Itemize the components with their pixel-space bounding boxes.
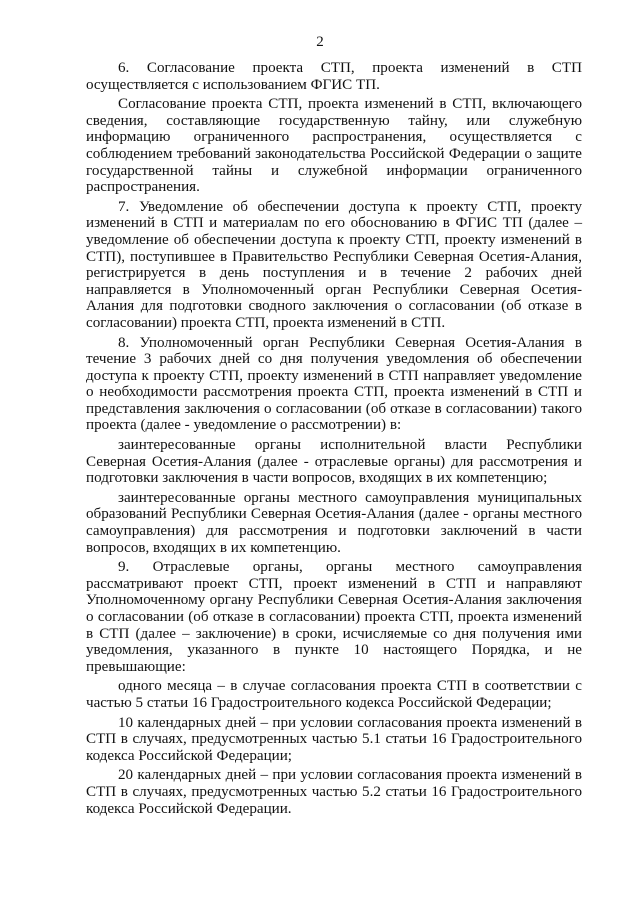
paragraph-9: 9. Отраслевые органы, органы местного самоуправления рассматривают проект СТП, проект изменений в СТП и направляют Уполномоченному органу Республики Северная Осетия-Алания заключения о согласовании (об отказе в согласовании) проекта СТП, проекта изменений в СТП (далее – заключение) в сроки, исчисляемые со дня получения ими уведомления, указанного в пункте 10 настоящего Порядка, и не превышающие: [86, 559, 582, 675]
paragraph-8: 8. Уполномоченный орган Республики Северная Осетия-Алания в течение 3 рабочих дней со дня получения уведомления об обеспечении доступа к проекту СТП, проекту изменений в СТП направляет уведомление о необходимости рассмотрения проекта СТП, проекта изменений в СТП и представления заключения о согласовании (об отказе в согласовании) такого проекта (далее - уведомление о рассмотрении) в: [86, 334, 582, 434]
paragraph-9-10-days: 10 календарных дней – при условии согласования проекта изменений в СТП в случаях, предусмотренных частью 5.1 статьи 16 Градостроительного кодекса Российской Федерации; [86, 714, 582, 764]
paragraph-9-20-days: 20 календарных дней – при условии согласования проекта изменений в СТП в случаях, предусмотренных частью 5.2 статьи 16 Градостроительного кодекса Российской Федерации. [86, 767, 582, 817]
paragraph-8-executive-bodies: заинтересованные органы исполнительной власти Республики Северная Осетия-Алания (далее - отраслевые органы) для рассмотрения и подготовки заключения в части вопросов, входящих в их компетенцию; [86, 437, 582, 487]
document-body [86, 60, 582, 820]
paragraph-9-one-month: одного месяца – в случае согласования проекта СТП в соответствии с частью 5 статьи 16 Градостроительного кодекса Российской Федерации; [86, 678, 582, 711]
paragraph-7: 7. Уведомление об обеспечении доступа к проекту СТП, проекту изменений в СТП и материалам по его обоснованию в ФГИС ТП (далее – уведомление об обеспечении доступа к проекту СТП, проекту изменений в СТП), поступившее в Правительство Республики Северная Осетия-Алания, регистрируется в день поступления и в течение 2 рабочих дней направляется в Уполномоченный орган Республики Северная Осетия-Алания для подготовки сводного заключения о согласовании (об отказе в согласовании) проекта СТП, проекта изменений в СТП. [86, 198, 582, 331]
paragraph-8-local-government: заинтересованные органы местного самоуправления муниципальных образований Республики Северная Осетия-Алания (далее - органы местного самоуправления) для рассмотрения и подготовки заключений в части вопросов, входящих в их компетенцию. [86, 489, 582, 556]
page-number: 2 [316, 34, 324, 50]
paragraph-6: 6. Согласование проекта СТП, проекта изменений в СТП осуществляется с использованием ФГИС ТП. [86, 60, 582, 93]
paragraph-6-secrecy: Согласование проекта СТП, проекта изменений в СТП, включающего сведения, составляющие государственную тайну, или служебную информацию ограниченного распространения, осуществляется с соблюдением требований законодательства Российской Федерации о защите государственной тайны и служебной информации ограниченного распространения. [86, 96, 582, 196]
